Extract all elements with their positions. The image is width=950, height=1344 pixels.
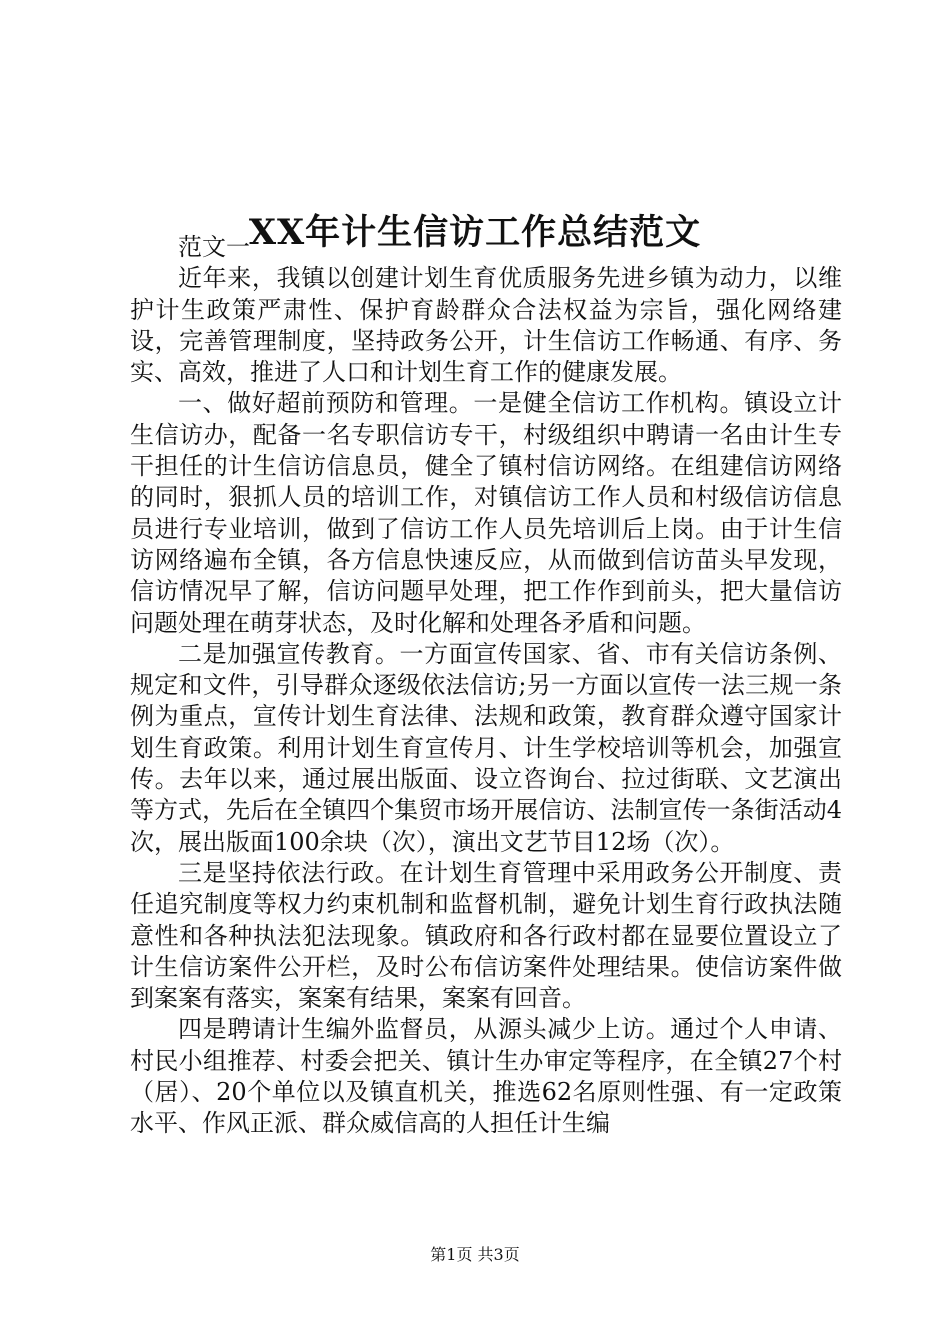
paragraph: 四是聘请计生编外监督员，从源头减少上访。通过个人申请、村民小组推荐、村委会把关、镇计生办审定等程序，在全镇27个村（居）、20个单位以及镇直机关，推选62名原则性强、有一定政策水平、作风正派、群众威信高的人担任计生编 (130, 1015, 842, 1138)
paragraph: 近年来，我镇以创建计划生育优质服务先进乡镇为动力，以维护计生政策严肃性、保护育龄群众合法权益为宗旨，强化网络建设，完善管理制度，坚持政务公开，计生信访工作畅通、有序、务实、高效，推进了人口和计划生育工作的健康发展。 (130, 264, 842, 387)
paragraph: 一、做好超前预防和管理。一是健全信访工作机构。镇设立计生信访办，配备一名专职信访专干，村级组织中聘请一名由计生专干担任的计生信访信息员，健全了镇村信访网络。在组建信访网络的同时，狠抓人员的培训工作，对镇信访工作人员和村级信访信息员进行专业培训，做到了信访工作人员先培训后上岗。由于计生信访网络遍布全镇，各方信息快速反应，从而做到信访苗头早发现，信访情况早了解，信访问题早处理，把工作作到前头，把大量信访问题处理在萌芽状态，及时化解和处理各矛盾和问题。 (130, 389, 842, 637)
document-body (130, 232, 842, 1140)
page-number-footer: 第1页 共3页 (430, 1245, 520, 1264)
paragraph: 三是坚持依法行政。在计划生育管理中采用政务公开制度、责任追究制度等权力约束机制和监督机制，避免计划生育行政执法随意性和各种执法犯法现象。镇政府和各行政村都在显要位置设立了计生信访案件公开栏，及时公布信访案件处理结果。使信访案件做到案案有落实，案案有结果，案案有回音。 (130, 858, 842, 1013)
document-title: XX年计生信访工作总结范文 (248, 212, 702, 254)
paragraph-section-label: 范文一 (178, 233, 250, 261)
paragraph: 二是加强宣传教育。一方面宣传国家、省、市有关信访条例、规定和文件，引导群众逐级依法信访;另一方面以宣传一法三规一条例为重点，宣传计划生育法律、法规和政策，教育群众遵守国家计划生育政策。利用计划生育宣传月、计生学校培训等机会，加强宣传。去年以来，通过展出版面、设立咨询台、拉过街联、文艺演出等方式，先后在全镇四个集贸市场开展信访、法制宣传一条街活动4次，展出版面100余块（次），演出文艺节目12场（次）。 (130, 639, 842, 856)
